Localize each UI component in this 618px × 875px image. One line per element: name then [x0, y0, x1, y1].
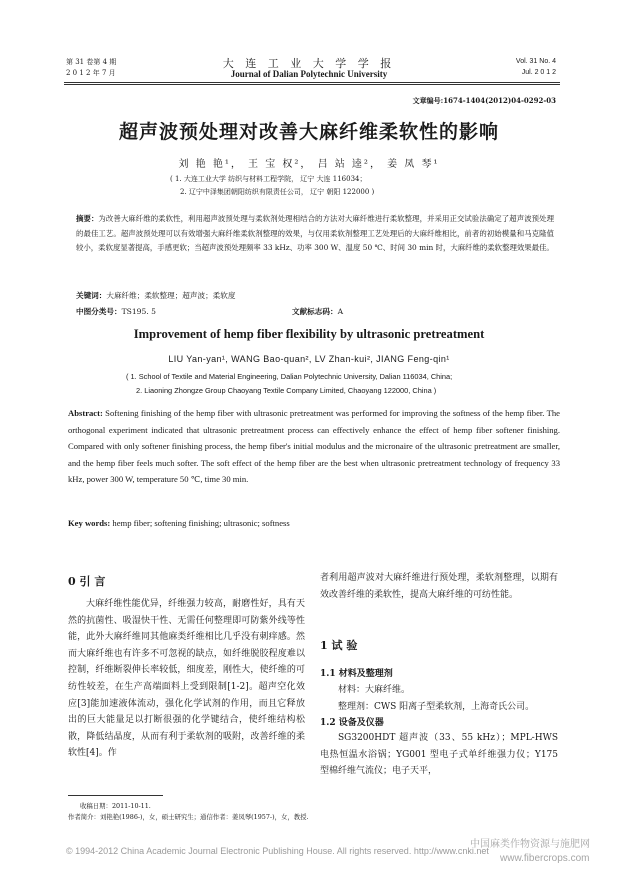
title-cn: 超声波预处理对改善大麻纤维柔软性的影响	[118, 121, 499, 143]
watermark	[470, 838, 590, 866]
keywords-cn-text: 大麻纤维；柔软整理；超声波；柔软度	[106, 291, 236, 300]
header-volume-en: Vol. 31 No. 4	[515, 58, 556, 65]
copyright-line: © 1994-2012 China Academic Journal Electronic Publishing House. All rights reserved. http://www.cnki.net	[66, 846, 489, 856]
watermark-cn: 中国麻类作物资源与施肥网	[470, 839, 590, 850]
abstract-cn-text: 为改善大麻纤维的柔软性，利用超声波预处理与柔软剂处理相结合的方法对大麻纤维进行柔软整理，并采用正交试验法确定了超声波预处理的最佳工艺。超声波预处理可以有效增强大麻纤维柔软剂整理的效果，与仅用柔软剂整理工艺处理后的大麻纤维相比，前者的初始模量和马克隆值较小，柔软度显著提高，手感更软；当超声波预处理频率 33 kHz、功率 300 W、温度 50 ℃、时间 30 min 时，大麻纤维的柔软整理效果最佳。	[76, 214, 554, 253]
footnote-received: 收稿日期：2011-10-11.	[80, 802, 151, 810]
header-date: 2 0 1 2 年 7 月	[66, 69, 116, 77]
keywords-en-text: hemp fiber; softening finishing; ultrasonic; softness	[110, 518, 290, 528]
keywords-cn-label: 关键词：	[76, 291, 107, 300]
abstract-cn	[76, 212, 554, 256]
header-rule	[64, 82, 560, 83]
clc-label: 中图分类号：	[76, 307, 122, 316]
subsection-1-1-heading: 1.1 材料及整理剂	[320, 669, 393, 679]
abstract-en-label: Abstract:	[68, 408, 103, 418]
affiliation-en-2: 2. Liaoning Zhongze Group Chaoyang Textile Company Limited, Chaoyang 122000, China )	[136, 386, 437, 395]
affiliation-cn-2: 2. 辽宁中泽集团朝阳纺织有限责任公司， 辽宁 朝阳 122000 )	[180, 188, 375, 196]
section-1-heading: 1 试 验	[320, 639, 358, 652]
footnote-author: 作者简介：刘艳艳(1986-)，女，硕士研究生；通信作者：姜凤琴(1957-)，女，教授.	[68, 813, 309, 821]
title-en: Improvement of hemp fiber flexibility by ultrasonic pretreatment	[133, 327, 485, 341]
keywords-cn	[76, 290, 235, 301]
header-volume-issue: 第 31 卷第 4 期	[66, 58, 117, 66]
doc-code	[292, 306, 343, 317]
abstract-en-text: Softening finishing of the hemp fiber with ultrasonic pretreatment was performed for improving the softness of the hemp fiber. The orthogonal experiment indicated that ultrasonic pretreatment process can effectively enhance the effect of hemp fiber softener finishing. Compared with only softener finishing process, the hemp fiber's initial modulus and the micronaire of the ultrasonic pretreatment are smaller, and the hemp fiber feels much softer. The soft effect of the hemp fiber are the best when ultrasonic pretreatment technology of frequency 33 kHz, power 300 W, temperature 50 ℃, time 30 min.	[68, 408, 560, 484]
header-rule-double	[64, 84, 560, 85]
abstract-cn-label: 摘要：	[76, 214, 99, 223]
equipment-text: SG3200HDT 超声波（33、55 kHz）；MPL-HWS 电热恒温水浴锅；YG001 型电子式单纤维强力仪；Y175 型棉纤维气流仪；电子天平，	[320, 733, 558, 777]
section-0-heading: 0 引 言	[68, 575, 106, 588]
footnote-rule	[68, 795, 163, 796]
subsection-1-2-heading: 1.2 设备及仪器	[320, 718, 384, 728]
keywords-en-label: Key words:	[68, 518, 111, 528]
abstract-en	[68, 405, 560, 488]
header-date-en: Jul. 2 0 1 2	[521, 69, 556, 76]
clc-value: TS195. 5	[121, 307, 156, 316]
materials-line: 材料：大麻纤维。	[338, 685, 411, 695]
journal-name-cn: 大 连 工 业 大 学 学 报	[222, 57, 396, 70]
journal-name-en: Journal of Dalian Polytechnic University	[230, 69, 388, 79]
keywords-en	[68, 518, 290, 528]
doc-code-value: A	[337, 307, 344, 316]
doc-code-label: 文献标志码：	[292, 307, 338, 316]
finishing-agent-line: 整理剂：CWS 阳离子型柔软剂，上海奇氏公司。	[338, 702, 535, 712]
clc-number	[76, 306, 156, 317]
article-number: 文章编号:1674-1404(2012)04-0292-03	[412, 96, 556, 105]
section-0-body-left: 大麻纤维性能优异，纤维强力较高，耐磨性好，具有天然的抗菌性、吸湿快干性、无需任何整理即可防紫外线等性能，此外大麻纤维同其他麻类纤维相比几乎没有刺痒感。然而大麻纤维也有许多不可忽视的缺点，如纤维脱胶程度难以控制，纤维断裂伸长率较低，细度差，刚性大，使纤维的可纺性较差，在生产高端面料上受到限制[1-2]。超声空化效应[3]能加速液体流动，强化化学试剂的作用，而且它释放出的巨大能量足以打断很强的化学键结合，使纤维结构松散，降低结晶度，从而有利于柔软剂的吸附，改善纤维的柔软性[4]。作	[68, 599, 305, 759]
affiliation-cn-1: ( 1. 大连工业大学 纺织与材料工程学院， 辽宁 大连 116034；	[170, 175, 367, 183]
affiliation-en-1: ( 1. School of Textile and Material Engineering, Dalian Polytechnic University, Dalian 116034, China;	[126, 372, 453, 381]
authors-en: LIU Yan-yan¹, WANG Bao-quan², LV Zhan-kui², JIANG Feng-qin¹	[168, 354, 450, 364]
section-0-body-right: 者利用超声波对大麻纤维进行预处理，柔软剂整理，以期有效改善纤维的柔软性，提高大麻纤维的可纺性能。	[320, 573, 558, 600]
authors-cn: 刘 艳 艳¹， 王 宝 权²， 吕 站 逵²， 姜 凤 琴¹	[178, 159, 440, 170]
watermark-url: www.fibercrops.com	[500, 853, 590, 864]
